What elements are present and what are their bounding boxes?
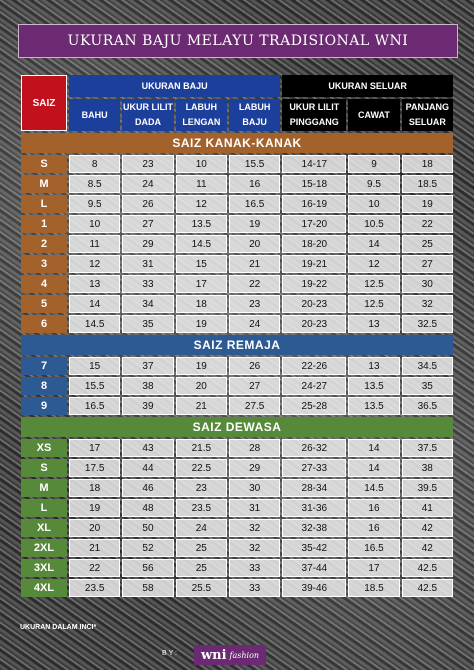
size-label: 2: [21, 235, 67, 253]
measurement-cell: 25: [176, 559, 227, 577]
table-row: [21, 397, 453, 415]
size-label: 4: [21, 275, 67, 293]
size-label: 2XL: [21, 539, 67, 557]
measurement-cell: 32: [229, 519, 280, 537]
measurement-cell: 22.5: [176, 459, 227, 477]
size-label: 3XL: [21, 559, 67, 577]
measurement-cell: 17: [176, 275, 227, 293]
measurement-cell: 41: [402, 499, 453, 517]
measurement-cell: 15.5: [229, 155, 280, 173]
size-label: L: [21, 195, 67, 213]
measurement-cell: 18-20: [282, 235, 346, 253]
measurement-cell: 43: [122, 439, 173, 457]
measurement-cell: 39: [122, 397, 173, 415]
table-row: [21, 479, 453, 497]
measurement-cell: 30: [402, 275, 453, 293]
table-row: [21, 155, 453, 173]
size-label: XS: [21, 439, 67, 457]
measurement-cell: 16.5: [348, 539, 399, 557]
table-row: [21, 315, 453, 333]
measurement-cell: 12: [348, 255, 399, 273]
size-label: 7: [21, 357, 67, 375]
measurement-cell: 29: [229, 459, 280, 477]
section-header: SAIZ KANAK-KANAK: [21, 133, 453, 153]
measurement-cell: 21.5: [176, 439, 227, 457]
measurement-cell: 31-36: [282, 499, 346, 517]
table-row: [21, 459, 453, 477]
table-row: [21, 195, 453, 213]
measurement-cell: 23: [122, 155, 173, 173]
measurement-cell: 19-21: [282, 255, 346, 273]
measurement-cell: 16: [348, 499, 399, 517]
measurement-cell: 23.5: [176, 499, 227, 517]
measurement-cell: 21: [69, 539, 120, 557]
measurement-cell: 35: [402, 377, 453, 395]
measurement-cell: 12: [69, 255, 120, 273]
section-header: SAIZ REMAJA: [21, 335, 453, 355]
table-row: [21, 255, 453, 273]
measurement-cell: 11: [176, 175, 227, 193]
measurement-cell: 10: [176, 155, 227, 173]
column-header-seluar: CAWAT: [348, 99, 399, 131]
measurement-cell: 42.5: [402, 579, 453, 597]
measurement-cell: 42.5: [402, 559, 453, 577]
measurement-cell: 17-20: [282, 215, 346, 233]
measurement-cell: 18.5: [402, 175, 453, 193]
measurement-cell: 37-44: [282, 559, 346, 577]
measurement-cell: 8.5: [69, 175, 120, 193]
measurement-cell: 35: [122, 315, 173, 333]
measurement-cell: 58: [122, 579, 173, 597]
measurement-cell: 9.5: [69, 195, 120, 213]
size-label: M: [21, 479, 67, 497]
measurement-cell: 30: [229, 479, 280, 497]
measurement-cell: 13: [348, 315, 399, 333]
size-chart-table: [19, 73, 455, 599]
measurement-cell: 12: [176, 195, 227, 213]
measurement-cell: 27-33: [282, 459, 346, 477]
table-row: [21, 175, 453, 193]
measurement-cell: 38: [122, 377, 173, 395]
column-header-baju: BAHU: [69, 99, 120, 131]
size-label: L: [21, 499, 67, 517]
measurement-cell: 13.5: [176, 215, 227, 233]
size-label: 4XL: [21, 579, 67, 597]
measurement-cell: 36.5: [402, 397, 453, 415]
measurement-cell: 26: [122, 195, 173, 213]
footer-by-label: BY:: [162, 650, 179, 657]
measurement-cell: 25.5: [176, 579, 227, 597]
measurement-cell: 22-26: [282, 357, 346, 375]
table-row: [21, 539, 453, 557]
measurement-cell: 10.5: [348, 215, 399, 233]
measurement-cell: 37.5: [402, 439, 453, 457]
measurement-cell: 23: [229, 295, 280, 313]
saiz-header: SAIZ: [21, 75, 67, 131]
size-label: M: [21, 175, 67, 193]
measurement-cell: 13: [69, 275, 120, 293]
measurement-cell: 22: [69, 559, 120, 577]
table-row: [21, 357, 453, 375]
measurement-cell: 18.5: [348, 579, 399, 597]
measurement-cell: 13.5: [348, 397, 399, 415]
wni-fashion-logo: [194, 645, 266, 665]
measurement-cell: 20: [176, 377, 227, 395]
measurement-cell: 20: [69, 519, 120, 537]
measurement-cell: 14: [348, 235, 399, 253]
column-header-baju: LABUH BAJU: [229, 99, 280, 131]
measurement-cell: 33: [122, 275, 173, 293]
measurement-cell: 9: [348, 155, 399, 173]
measurement-cell: 15-18: [282, 175, 346, 193]
measurement-cell: 25: [402, 235, 453, 253]
measurement-cell: 24: [176, 519, 227, 537]
measurement-cell: 14: [69, 295, 120, 313]
measurement-cell: 15: [176, 255, 227, 273]
table-row: [21, 439, 453, 457]
measurement-cell: 39-46: [282, 579, 346, 597]
measurement-note: UKURAN DALAM INCI*: [20, 624, 97, 631]
measurement-cell: 28: [229, 439, 280, 457]
measurement-cell: 42: [402, 519, 453, 537]
measurement-cell: 16: [229, 175, 280, 193]
measurement-cell: 16.5: [229, 195, 280, 213]
size-label: S: [21, 459, 67, 477]
measurement-cell: 20-23: [282, 315, 346, 333]
measurement-cell: 9.5: [348, 175, 399, 193]
table-row: [21, 579, 453, 597]
measurement-cell: 33: [229, 559, 280, 577]
column-header-seluar: PANJANG SELUAR: [402, 99, 453, 131]
measurement-cell: 32: [229, 539, 280, 557]
measurement-cell: 17: [69, 439, 120, 457]
measurement-cell: 31: [122, 255, 173, 273]
ukuran-baju-header: UKURAN BAJU: [69, 75, 280, 97]
table-row: [21, 559, 453, 577]
measurement-cell: 14: [348, 439, 399, 457]
measurement-cell: 42: [402, 539, 453, 557]
measurement-cell: 25: [176, 539, 227, 557]
measurement-cell: 32-38: [282, 519, 346, 537]
brand-sub: fashion: [229, 650, 260, 660]
measurement-cell: 16: [348, 519, 399, 537]
measurement-cell: 27: [122, 215, 173, 233]
size-label: 9: [21, 397, 67, 415]
measurement-cell: 38: [402, 459, 453, 477]
measurement-cell: 34.5: [402, 357, 453, 375]
measurement-cell: 48: [122, 499, 173, 517]
measurement-cell: 21: [229, 255, 280, 273]
measurement-cell: 27: [229, 377, 280, 395]
measurement-cell: 13: [348, 357, 399, 375]
measurement-cell: 29: [122, 235, 173, 253]
size-label: 3: [21, 255, 67, 273]
measurement-cell: 24-27: [282, 377, 346, 395]
measurement-cell: 17.5: [69, 459, 120, 477]
measurement-cell: 13.5: [348, 377, 399, 395]
measurement-cell: 22: [229, 275, 280, 293]
size-label: 1: [21, 215, 67, 233]
measurement-cell: 26-32: [282, 439, 346, 457]
measurement-cell: 19: [229, 215, 280, 233]
size-label: 6: [21, 315, 67, 333]
measurement-cell: 20-23: [282, 295, 346, 313]
measurement-cell: 19: [176, 357, 227, 375]
measurement-cell: 15.5: [69, 377, 120, 395]
measurement-cell: 16-19: [282, 195, 346, 213]
measurement-cell: 33: [229, 579, 280, 597]
measurement-cell: 28-34: [282, 479, 346, 497]
measurement-cell: 52: [122, 539, 173, 557]
table-row: [21, 235, 453, 253]
measurement-cell: 56: [122, 559, 173, 577]
measurement-cell: 24: [122, 175, 173, 193]
measurement-cell: 32.5: [402, 315, 453, 333]
brand-mark: wni: [200, 647, 227, 663]
measurement-cell: 25-28: [282, 397, 346, 415]
measurement-cell: 18: [402, 155, 453, 173]
table-row: [21, 519, 453, 537]
page-title: UKURAN BAJU MELAYU TRADISIONAL WNI: [18, 24, 458, 58]
section-header: SAIZ DEWASA: [21, 417, 453, 437]
size-label: S: [21, 155, 67, 173]
measurement-cell: 46: [122, 479, 173, 497]
measurement-cell: 12.5: [348, 275, 399, 293]
measurement-cell: 14.5: [69, 315, 120, 333]
table-row: [21, 275, 453, 293]
measurement-cell: 12.5: [348, 295, 399, 313]
measurement-cell: 17: [348, 559, 399, 577]
measurement-cell: 24: [229, 315, 280, 333]
measurement-cell: 21: [176, 397, 227, 415]
measurement-cell: 19: [69, 499, 120, 517]
measurement-cell: 14.5: [176, 235, 227, 253]
size-label: 5: [21, 295, 67, 313]
measurement-cell: 26: [229, 357, 280, 375]
table-row: [21, 377, 453, 395]
measurement-cell: 34: [122, 295, 173, 313]
measurement-cell: 39.5: [402, 479, 453, 497]
measurement-cell: 11: [69, 235, 120, 253]
measurement-cell: 16.5: [69, 397, 120, 415]
measurement-cell: 20: [229, 235, 280, 253]
size-label: 8: [21, 377, 67, 395]
measurement-cell: 32: [402, 295, 453, 313]
column-header-baju: LABUH LENGAN: [176, 99, 227, 131]
measurement-cell: 19-22: [282, 275, 346, 293]
column-header-baju: UKUR LILIT DADA: [122, 99, 173, 131]
measurement-cell: 18: [176, 295, 227, 313]
measurement-cell: 19: [176, 315, 227, 333]
measurement-cell: 27.5: [229, 397, 280, 415]
column-header-seluar: UKUR LILIT PINGGANG: [282, 99, 346, 131]
measurement-cell: 18: [69, 479, 120, 497]
size-label: XL: [21, 519, 67, 537]
measurement-cell: 14.5: [348, 479, 399, 497]
measurement-cell: 23.5: [69, 579, 120, 597]
measurement-cell: 14: [348, 459, 399, 477]
measurement-cell: 50: [122, 519, 173, 537]
table-row: [21, 295, 453, 313]
measurement-cell: 10: [348, 195, 399, 213]
table-row: [21, 499, 453, 517]
measurement-cell: 23: [176, 479, 227, 497]
measurement-cell: 31: [229, 499, 280, 517]
ukuran-seluar-header: UKURAN SELUAR: [282, 75, 453, 97]
measurement-cell: 37: [122, 357, 173, 375]
measurement-cell: 8: [69, 155, 120, 173]
measurement-cell: 44: [122, 459, 173, 477]
table-row: [21, 215, 453, 233]
measurement-cell: 22: [402, 215, 453, 233]
measurement-cell: 15: [69, 357, 120, 375]
measurement-cell: 19: [402, 195, 453, 213]
measurement-cell: 14-17: [282, 155, 346, 173]
measurement-cell: 10: [69, 215, 120, 233]
measurement-cell: 35-42: [282, 539, 346, 557]
measurement-cell: 27: [402, 255, 453, 273]
